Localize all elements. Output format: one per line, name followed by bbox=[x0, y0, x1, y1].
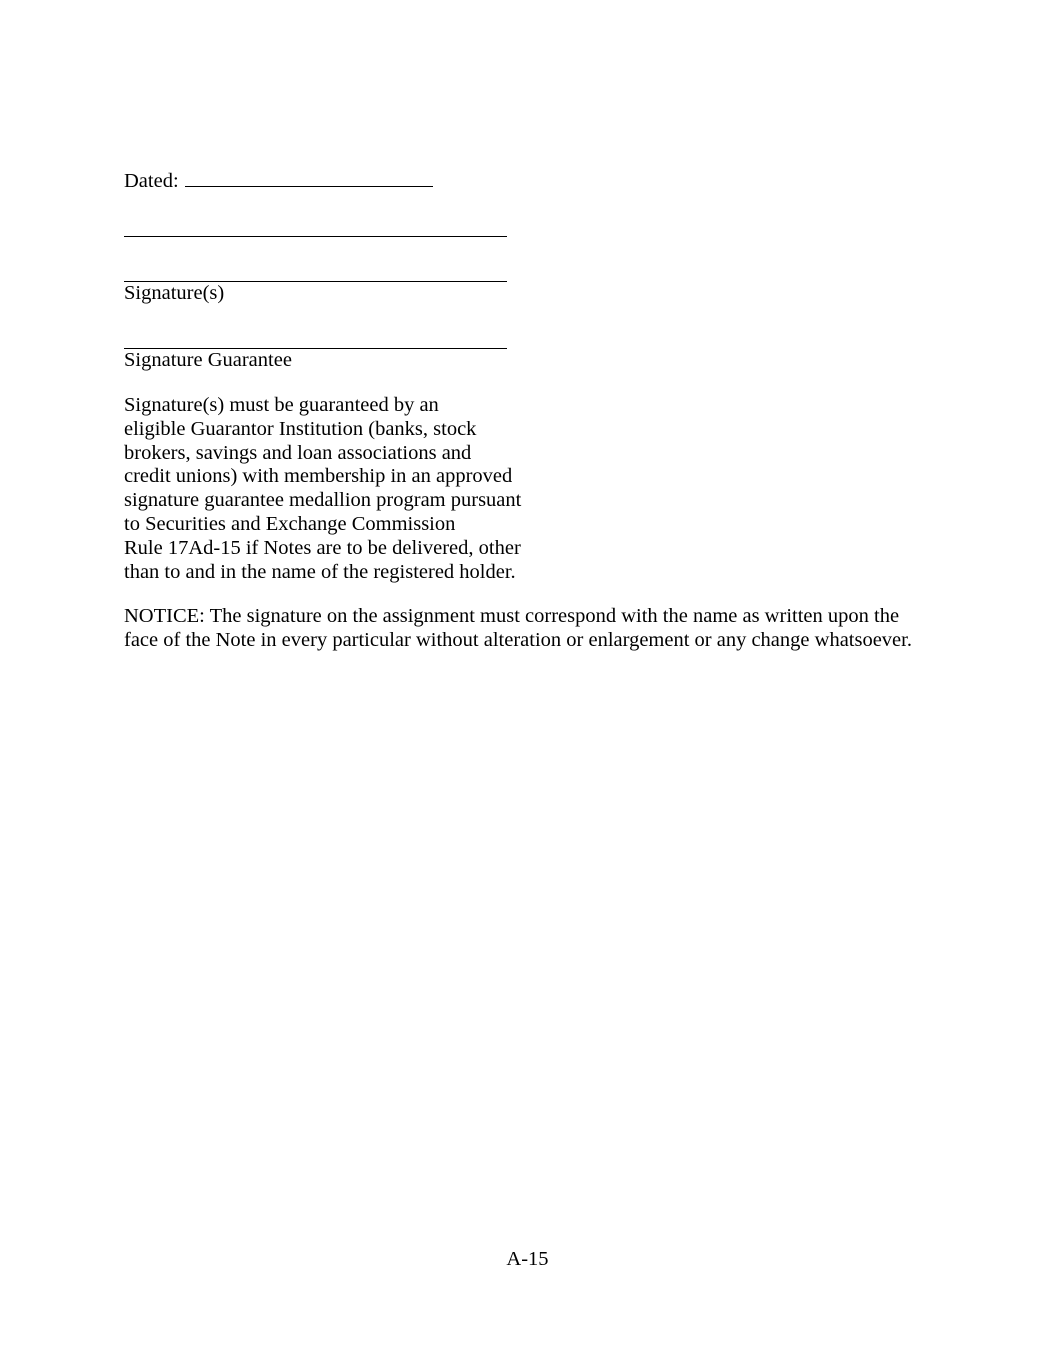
notice-text-line: face of the Note in every particular without alteration or enlargement or any change whatsoever. bbox=[124, 628, 912, 651]
guarantee-text-line: Rule 17Ad-15 if Notes are to be delivered, other bbox=[124, 536, 521, 559]
guarantee-text-line: signature guarantee medallion program pursuant bbox=[124, 489, 522, 512]
guarantee-instructions bbox=[124, 394, 544, 584]
dated-label: Dated: bbox=[124, 170, 179, 192]
guarantee-text-line: than to and in the name of the registered holder. bbox=[124, 560, 516, 583]
guarantee-text-line: eligible Guarantor Institution (banks, stock bbox=[124, 417, 477, 440]
guarantee-text-line: credit unions) with membership in an approved bbox=[124, 465, 513, 488]
signature-line-1 bbox=[124, 236, 507, 237]
dated-blank-line bbox=[185, 168, 433, 187]
dated-row bbox=[124, 168, 433, 193]
signature-label: Signature(s) bbox=[124, 282, 225, 304]
signature-guarantee-label: Signature Guarantee bbox=[124, 349, 292, 371]
page-number: A-15 bbox=[506, 1248, 549, 1270]
notice-paragraph bbox=[124, 605, 944, 653]
guarantee-text-line: to Securities and Exchange Commission bbox=[124, 512, 456, 535]
guarantee-text-line: Signature(s) must be guaranteed by an bbox=[124, 394, 439, 416]
notice-text-line: NOTICE: The signature on the assignment must correspond with the name as written upon the bbox=[124, 605, 900, 627]
guarantee-text-line: brokers, savings and loan associations and bbox=[124, 441, 472, 464]
